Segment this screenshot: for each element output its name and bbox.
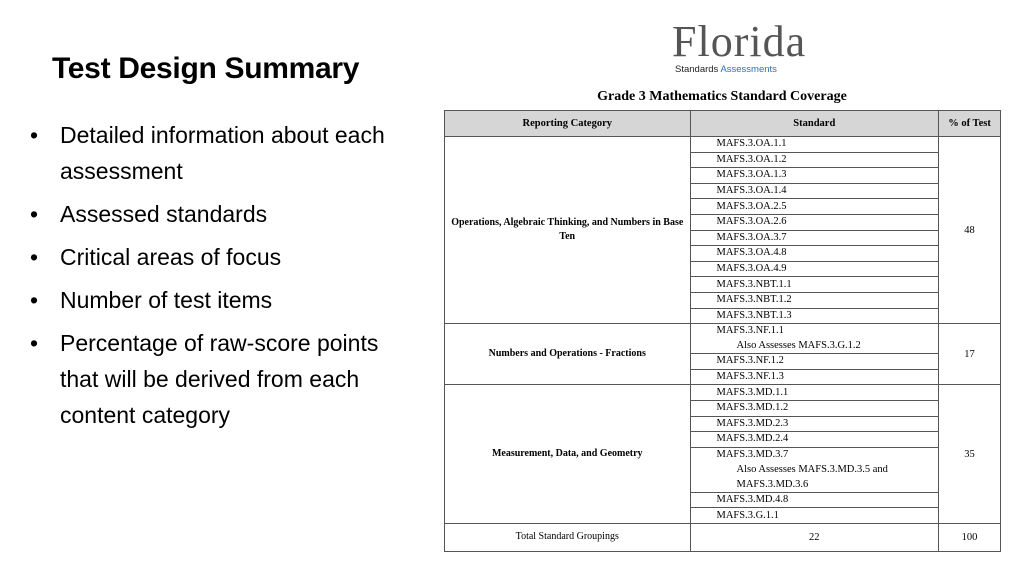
bullet-item: [30, 282, 420, 318]
bullet-text: Detailed information about each assessment: [60, 122, 385, 184]
standard-code: MAFS.3.NF.1.1: [716, 325, 784, 337]
standard-cell: [690, 447, 939, 492]
standard-cell: MAFS.3.NBT.1.2: [690, 292, 939, 308]
logo-sub-standards: Standards: [675, 64, 719, 75]
standard-cell: MAFS.3.MD.1.2: [690, 400, 939, 416]
percent-cell: 17: [939, 324, 1001, 385]
percent-cell: 48: [939, 137, 1001, 324]
total-count: 22: [690, 523, 939, 551]
standard-note: Also Assesses MAFS.3.MD.3.5 and MAFS.3.MD.3.6: [736, 463, 888, 490]
standard-coverage-table: [444, 110, 1001, 552]
bullet-dot: •: [30, 244, 39, 270]
standard-cell: MAFS.3.OA.2.6: [690, 214, 939, 230]
standard-cell: MAFS.3.OA.1.1: [690, 137, 939, 153]
bullet-list: [30, 117, 420, 440]
logo-sub-assessments: Assessments: [720, 64, 777, 75]
standard-cell: MAFS.3.OA.1.4: [690, 183, 939, 199]
table-title: Grade 3 Mathematics Standard Coverage: [597, 89, 847, 104]
total-percent: 100: [939, 523, 1001, 551]
category-cell: Measurement, Data, and Geometry: [445, 385, 691, 524]
bullet-item: [30, 325, 420, 433]
standard-cell: [690, 324, 939, 354]
standard-cell: MAFS.3.OA.2.5: [690, 199, 939, 215]
logo-wordmark: Florida: [672, 17, 807, 66]
standard-cell: MAFS.3.OA.4.8: [690, 246, 939, 262]
bullet-text: Critical areas of focus: [60, 244, 282, 270]
total-row: [445, 523, 1001, 551]
category-cell: Operations, Algebraic Thinking, and Numbers in Base Ten: [445, 137, 691, 324]
standard-cell: MAFS.3.MD.4.8: [690, 492, 939, 508]
bullet-item: [30, 239, 420, 275]
standard-note: Also Assesses MAFS.3.G.1.2: [736, 340, 861, 352]
header-reporting-category: Reporting Category: [445, 111, 691, 137]
standard-cell: MAFS.3.MD.2.3: [690, 416, 939, 432]
bullet-text: Assessed standards: [60, 201, 268, 227]
standard-cell: MAFS.3.NBT.1.1: [690, 277, 939, 293]
standard-cell: MAFS.3.MD.1.1: [690, 385, 939, 401]
standard-cell: MAFS.3.OA.4.9: [690, 261, 939, 277]
table-row: [445, 137, 1001, 153]
bullet-item: [30, 117, 420, 189]
table-row: [445, 385, 1001, 401]
standard-cell: MAFS.3.G.1.1: [690, 508, 939, 524]
table-row: [445, 324, 1001, 354]
bullet-dot: •: [30, 122, 39, 148]
total-label: Total Standard Groupings: [445, 523, 691, 551]
bullet-dot: •: [30, 287, 39, 313]
florida-standards-logo: [672, 17, 807, 76]
standard-cell: MAFS.3.OA.1.3: [690, 168, 939, 184]
bullet-dot: •: [30, 330, 39, 356]
category-cell: Numbers and Operations - Fractions: [445, 324, 691, 385]
standard-cell: MAFS.3.MD.2.4: [690, 432, 939, 448]
logo-subtitle: [675, 64, 777, 75]
percent-cell: 35: [939, 385, 1001, 524]
bullet-item: [30, 196, 420, 232]
header-standard: Standard: [690, 111, 939, 137]
standard-cell: MAFS.3.NF.1.3: [690, 369, 939, 385]
standard-code: MAFS.3.MD.3.7: [716, 448, 789, 460]
bullet-dot: •: [30, 201, 39, 227]
table-header-row: [445, 111, 1001, 137]
header-percent: % of Test: [939, 111, 1001, 137]
standard-cell: MAFS.3.OA.1.2: [690, 152, 939, 168]
standard-cell: MAFS.3.OA.3.7: [690, 230, 939, 246]
bullet-text: Percentage of raw-score points that will be derived from each content category: [60, 330, 379, 428]
slide-title: Test Design Summary: [52, 52, 360, 85]
bullet-text: Number of test items: [60, 287, 273, 313]
standard-cell: MAFS.3.NBT.1.3: [690, 308, 939, 324]
standard-cell: MAFS.3.NF.1.2: [690, 354, 939, 370]
